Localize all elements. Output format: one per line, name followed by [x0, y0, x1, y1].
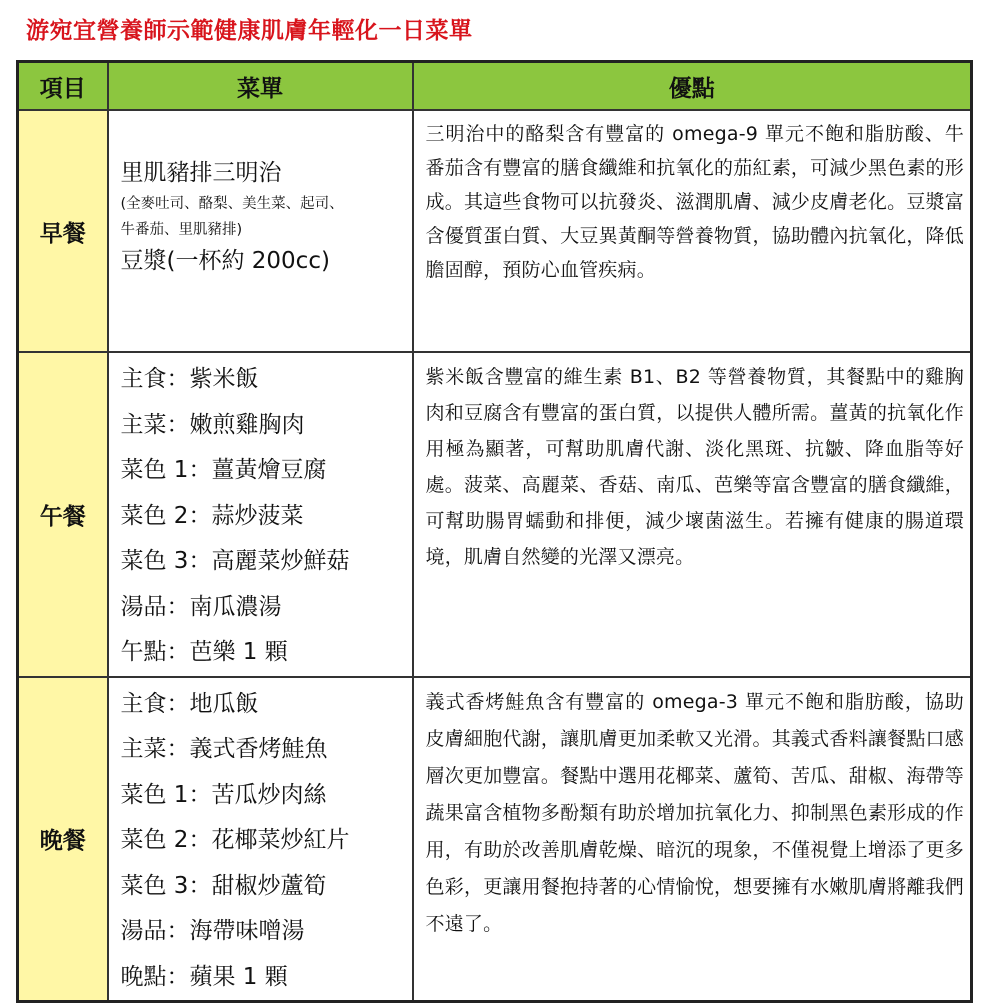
- benefit-cell-breakfast: [413, 110, 972, 352]
- header-menu: 菜單: [108, 62, 413, 111]
- dinner-item: 主食：地瓜飯: [120, 690, 259, 717]
- dinner-item: 晚點：蘋果 1 顆: [120, 963, 288, 990]
- lunch-item: 菜色 2：蒜炒菠菜: [120, 502, 304, 529]
- menu-table: [16, 60, 973, 1003]
- breakfast-dish-detail-1: (全麥吐司、酪梨、美生菜、起司、: [120, 196, 344, 212]
- meal-label-breakfast: 早餐: [18, 110, 108, 352]
- lunch-item: 菜色 1：薑黃燴豆腐: [120, 457, 327, 483]
- table-row-breakfast: [18, 110, 972, 352]
- dinner-item: 菜色 2：花椰菜炒紅片: [120, 827, 350, 853]
- dinner-item: 主菜：義式香烤鮭魚: [120, 736, 328, 762]
- benefit-text-lunch: 紫米飯含豐富的維生素 B1、B2 等營養物質，其餐點中的雞胸肉和豆腐含有豐富的蛋白質，以提供人體所需。薑黃的抗氧化作用極為顯著，可幫助肌膚代謝、淡化黑斑、抗皺、降血脂等好處。菠菜、高麗菜、香菇、南瓜、芭樂等富含豐富的膳食纖維，可幫助腸胃蠕動和排便，減少壞菌滋生。若擁有健康的腸道環境，肌膚自然變的光澤又漂亮。: [425, 366, 964, 568]
- lunch-item: 主菜：嫩煎雞胸肉: [120, 411, 305, 438]
- dinner-item: 菜色 1：苦瓜炒肉絲: [120, 781, 327, 808]
- menu-cell-lunch: [108, 352, 413, 677]
- menu-cell-breakfast: [108, 110, 413, 352]
- meal-label-dinner: 晚餐: [18, 677, 108, 1002]
- page-title: 游宛宜營養師示範健康肌膚年輕化一日菜單: [26, 18, 473, 44]
- lunch-item: 午點：芭樂 1 顆: [120, 639, 288, 665]
- lunch-item: 主食：紫米飯: [120, 366, 259, 392]
- benefit-text-dinner: 義式香烤鮭魚含有豐富的 omega-3 單元不飽和脂肪酸，協助皮膚細胞代謝，讓肌膚更加柔軟又光滑。其義式香料讓餐點口感層次更加豐富。餐點中選用花椰菜、蘆筍、苦瓜、甜椒、海帶等蔬果富含植物多酚類有助於增加抗氧化力、抑制黑色素形成的作用，有助於改善肌膚乾燥、暗沉的現象，不僅視覺上增添了更多色彩，更讓用餐抱持著的心情愉悅，想要擁有水嫩肌膚將離我們不遠了。: [425, 690, 964, 935]
- dinner-item: 湯品：海帶味噌湯: [120, 918, 305, 944]
- lunch-item: 湯品：南瓜濃湯: [120, 593, 282, 620]
- breakfast-dish-detail-2: 牛番茄、里肌豬排): [120, 222, 243, 238]
- meal-label-lunch: 午餐: [18, 352, 108, 677]
- benefit-cell-lunch: [413, 352, 972, 677]
- lunch-item: 菜色 3：高麗菜炒鮮菇: [120, 548, 350, 574]
- header-benefit: 優點: [413, 62, 972, 111]
- benefit-text-breakfast: 三明治中的酪梨含有豐富的 omega-9 單元不飽和脂肪酸、牛番茄含有豐富的膳食纖維和抗氧化的茄紅素，可減少黑色素的形成。其這些食物可以抗發炎、滋潤肌膚、減少皮膚老化。豆漿富含優質蛋白質、大豆異黃酮等營養物質，協助體內抗氧化，降低膽固醇，預防心血管疾病。: [425, 123, 964, 281]
- table-header-row: [18, 62, 972, 111]
- table-row-dinner: [18, 677, 972, 1002]
- breakfast-dish-sandwich: 里肌豬排三明治: [120, 160, 282, 186]
- header-item: 項目: [18, 62, 108, 111]
- menu-cell-dinner: [108, 677, 413, 1002]
- breakfast-dish-soymilk: 豆漿(一杯約 200cc): [120, 248, 330, 274]
- table-row-lunch: [18, 352, 972, 677]
- benefit-cell-dinner: [413, 677, 972, 1002]
- dinner-item: 菜色 3：甜椒炒蘆筍: [120, 872, 327, 899]
